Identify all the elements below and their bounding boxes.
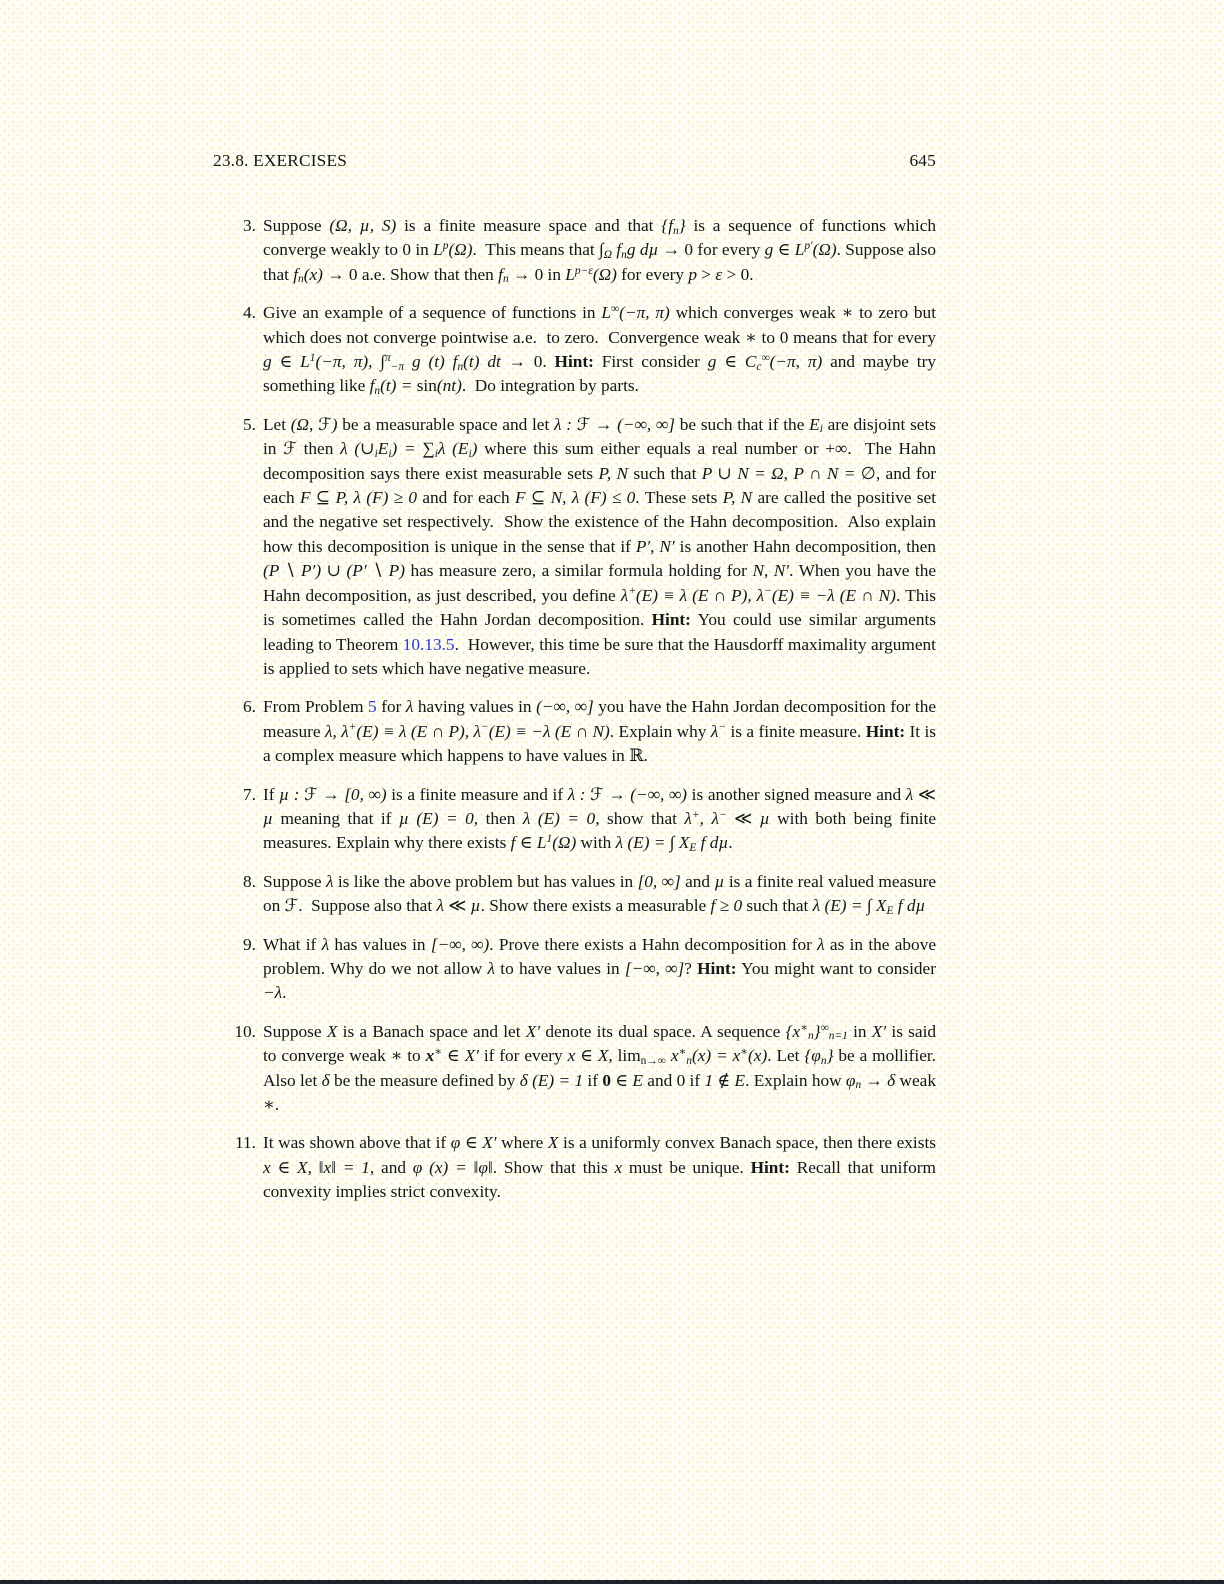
text-segment: f	[293, 264, 299, 284]
exercise-number: 9.	[243, 934, 256, 954]
text-segment: X	[326, 1021, 338, 1041]
exercise-number: 10.	[234, 1021, 256, 1041]
text-segment: )	[471, 439, 478, 459]
text-segment: You could use similar arguments leading to Theorem	[263, 610, 941, 654]
text-segment: P, N	[598, 463, 629, 483]
text-segment: }	[678, 216, 686, 235]
text-segment: . Prove there exists a Hahn decomposition for	[489, 934, 818, 954]
text-segment: Hint:	[865, 721, 906, 741]
text-segment: λ	[405, 697, 414, 717]
text-segment: p−ε	[574, 264, 593, 277]
text-segment: . These sets	[635, 488, 723, 508]
text-segment: f ∈ L	[510, 833, 547, 853]
page-number: 645	[909, 151, 936, 170]
text-segment: φ ∈ X′	[450, 1133, 497, 1153]
text-segment: p′	[804, 240, 813, 253]
text-segment: is said to converge weak ∗ to	[263, 1021, 941, 1066]
text-segment: 0	[602, 1070, 611, 1090]
text-segment: +	[691, 808, 700, 821]
text-segment: be the measure defined by	[329, 1070, 520, 1090]
text-segment: n→∞	[640, 1054, 666, 1067]
text-segment: then	[296, 439, 341, 459]
text-segment: denote its dual space. A sequence	[540, 1021, 786, 1041]
text-segment: n=1	[828, 1030, 848, 1043]
exercise-text	[263, 301, 941, 399]
text-segment: . Suppose also that	[298, 896, 437, 916]
text-segment: N, N′	[752, 561, 790, 581]
text-segment: f dµ	[696, 833, 729, 853]
exercise-item	[213, 301, 941, 399]
text-segment: g ∈ C	[707, 352, 757, 372]
text-segment: , show that	[595, 808, 685, 828]
text-segment: which converges weak ∗ to zero but which does not converge pointwise a.e. to zero. Convergence weak ∗ to 0 means that for every	[263, 303, 941, 347]
text-segment: . Explain how	[745, 1070, 846, 1090]
text-segment: Hint:	[651, 610, 691, 630]
text-segment: ∫	[599, 240, 604, 260]
text-segment: weak ∗.	[263, 1070, 941, 1114]
text-segment: is a uniformly convex Banach space, then there exists	[558, 1133, 941, 1153]
text-segment: (−∞, ∞]	[536, 697, 594, 717]
text-segment: if for every	[478, 1046, 568, 1066]
text-segment: . Do integration by parts.	[461, 376, 639, 396]
text-segment: µ (E) = 0	[398, 808, 474, 828]
exercise-item	[213, 870, 941, 919]
text-segment: ∈ E	[610, 1070, 643, 1090]
text-segment: E	[809, 414, 820, 434]
text-segment: n	[807, 1030, 814, 1043]
text-segment: n	[673, 224, 679, 237]
text-segment: is a sequence of functions which converge weakly to 0 in	[263, 216, 941, 260]
text-segment: φ (x) = ‖φ‖	[412, 1157, 493, 1177]
text-segment: 1	[546, 833, 553, 846]
text-segment: λ (∪	[340, 439, 375, 459]
text-segment: }	[826, 1046, 834, 1066]
text-segment: ℱ	[284, 896, 299, 916]
text-segment: X′	[525, 1021, 541, 1041]
text-segment: (E) ≡ λ (E ∩ P), λ	[635, 585, 765, 605]
text-segment: is a Banach space and let	[337, 1021, 526, 1041]
text-segment: E	[689, 841, 697, 854]
text-segment: ∈ X′	[442, 1046, 479, 1066]
text-segment: λ (E) = 0	[522, 808, 596, 828]
text-segment: Hint:	[697, 958, 737, 978]
text-segment: ∞	[761, 351, 770, 364]
text-segment: such that	[742, 896, 813, 916]
text-segment: Hint:	[750, 1157, 790, 1177]
text-segment: is another signed measure and	[687, 784, 906, 804]
text-segment: (Ω)	[592, 264, 617, 284]
text-segment: x ∈ X, ‖x‖ = 1	[263, 1157, 370, 1177]
text-segment: {f	[661, 216, 674, 235]
text-segment: It is a complex measure which happens to have values in ℝ.	[263, 721, 941, 766]
text-segment: >	[696, 264, 716, 284]
text-segment: n	[686, 1054, 692, 1067]
text-segment: where	[496, 1133, 548, 1153]
text-segment: in	[847, 1021, 872, 1041]
text-segment: P′, N′	[635, 536, 675, 556]
text-segment: , and for each	[263, 463, 941, 508]
text-segment: ∫	[380, 352, 386, 372]
text-segment: ?	[684, 958, 698, 978]
text-segment: (Ω)	[812, 240, 837, 260]
text-segment: i	[434, 447, 438, 460]
text-segment: λ, λ	[325, 721, 349, 741]
text-segment: (t) dt	[463, 352, 501, 372]
text-segment: you have the Hahn Jordan decomposition for the measure	[263, 697, 941, 741]
text-segment: with	[576, 833, 616, 853]
text-segment: i	[819, 423, 823, 436]
text-segment: ∗	[800, 1021, 808, 1034]
text-segment: (nt)	[436, 376, 462, 396]
text-segment: x ∈ X	[567, 1046, 609, 1066]
text-segment: ) = ∑	[391, 439, 435, 459]
text-segment: [−∞, ∞]	[624, 958, 685, 978]
text-segment: X′	[871, 1021, 887, 1041]
text-segment: . This is sometimes called the Hahn Jordan decomposition.	[263, 585, 941, 630]
text-segment: Recall that uniform convexity implies strict convexity.	[263, 1157, 941, 1202]
text-segment: λ ≪ µ	[263, 784, 941, 828]
text-segment: n	[855, 1079, 862, 1092]
text-segment: g (t) f	[404, 352, 458, 372]
text-segment: (E) ≡ −λ (E ∩ N)	[771, 585, 896, 605]
text-segment: P ∩ N = ∅	[793, 463, 876, 483]
text-segment: If	[263, 784, 280, 804]
text-segment: x	[665, 1046, 679, 1066]
text-segment: (E) ≡ λ (E ∩ P), λ	[356, 721, 482, 741]
text-segment: 1	[309, 351, 316, 364]
text-segment: Suppose	[263, 216, 330, 235]
text-segment: [−∞, ∞)	[430, 934, 490, 954]
text-segment: (−π, π)	[769, 352, 823, 372]
text-segment: n	[820, 1054, 827, 1067]
exercise-text	[263, 783, 941, 856]
text-segment: {x	[785, 1021, 801, 1041]
exercise-item	[213, 214, 941, 287]
text-segment: +	[628, 585, 636, 598]
text-segment: ,	[783, 463, 794, 483]
text-segment: F ⊆ N, λ (F) ≤ 0	[514, 488, 636, 508]
text-segment: Let	[263, 414, 291, 434]
text-segment: n	[621, 248, 627, 261]
exercise-item	[213, 413, 941, 681]
text-segment: are called the positive set and the negative set respectively. Show the existence of the Hahn decomposition. Also explain how this decomposition is unique in the sense that if	[263, 488, 941, 556]
text-segment: is a finite real valued measure on	[263, 871, 941, 916]
text-segment: −	[764, 585, 772, 598]
text-segment: (−π, π)	[619, 303, 670, 323]
text-segment: is a finite measure and if	[386, 784, 568, 804]
text-segment: δ	[321, 1070, 330, 1090]
cross-reference-link[interactable]: 5	[368, 697, 377, 717]
text-segment: p	[442, 240, 449, 253]
exercise-item	[213, 1131, 941, 1204]
text-segment: is a finite measure space and that	[396, 216, 662, 235]
text-segment: What if	[263, 934, 322, 954]
text-segment: i	[468, 447, 472, 460]
exercise-number: 7.	[243, 784, 256, 804]
text-segment: Suppose	[263, 871, 326, 891]
scan-edge	[0, 1580, 1224, 1584]
text-segment: (x) = x	[691, 1046, 741, 1066]
text-segment: p	[688, 264, 697, 284]
text-segment: (x)	[748, 1046, 768, 1066]
text-segment: if	[583, 1070, 603, 1090]
exercise-item	[213, 695, 941, 768]
text-segment: is like the above problem but has values in	[333, 871, 638, 891]
text-segment: is a finite measure.	[726, 721, 866, 741]
exercise-number: 4.	[243, 303, 256, 323]
text-segment: {φ	[804, 1046, 821, 1066]
text-segment: δ (E) = 1	[519, 1070, 584, 1090]
text-segment: −	[718, 808, 727, 821]
text-segment: λ	[684, 808, 692, 828]
text-segment: .	[728, 833, 733, 853]
exercise-text	[263, 695, 941, 768]
text-segment: are disjoint sets in	[263, 414, 941, 459]
text-segment: ,	[368, 352, 381, 372]
text-segment: λ (E) = ∫ X	[812, 896, 887, 916]
text-segment: be such that if the	[675, 414, 810, 434]
text-segment: E	[377, 439, 389, 459]
text-segment: µ	[714, 871, 725, 891]
text-segment: λ (E	[437, 439, 469, 459]
text-segment: has measure zero, a similar formula holding for	[404, 561, 753, 581]
text-segment: −	[481, 721, 489, 734]
text-segment: for	[376, 697, 406, 717]
text-segment: > 0.	[722, 264, 754, 284]
exercise-text	[263, 933, 941, 1006]
text-segment: (x)	[303, 264, 323, 284]
text-segment: ∞	[611, 302, 620, 315]
text-segment: L	[433, 240, 443, 260]
text-segment: , lim	[608, 1046, 641, 1066]
text-segment: ε	[715, 264, 723, 284]
text-segment: ≪ µ	[726, 808, 770, 828]
text-segment: for every	[616, 264, 689, 284]
text-segment: n	[374, 384, 381, 397]
text-segment: f	[612, 240, 622, 260]
text-segment: λ	[710, 721, 719, 741]
text-segment: L	[565, 264, 575, 284]
text-segment: From Problem	[263, 697, 369, 717]
text-segment: P ∪ N = Ω	[701, 463, 784, 483]
text-segment: as in the above problem. Why do we not allow	[263, 934, 941, 978]
text-segment: It was shown above that if	[263, 1133, 451, 1153]
text-segment: and maybe try something like	[263, 352, 941, 396]
page-content	[213, 150, 941, 1219]
text-segment: λ	[817, 934, 825, 954]
text-segment: −π	[390, 360, 405, 373]
text-segment: Suppose	[263, 1021, 327, 1041]
text-segment: be a measurable space and let	[337, 414, 555, 434]
exercise-list	[213, 214, 941, 1205]
text-segment: (Ω)	[552, 833, 577, 853]
exercise-item	[213, 1020, 941, 1118]
exercise-number: 5.	[243, 414, 256, 434]
text-segment: E	[886, 904, 894, 917]
text-segment: . However, this time be sure that the Hausdorff maximality argument is applied to sets which have negative measure.	[263, 634, 941, 678]
text-segment: Hint:	[554, 352, 594, 372]
text-segment: λ : ℱ → (−∞, ∞)	[567, 784, 688, 804]
text-segment: −	[718, 721, 727, 734]
text-segment: with both being finite measures. Explain why there exists	[263, 808, 941, 853]
text-segment: c	[756, 360, 762, 373]
text-segment: P, N	[722, 488, 753, 508]
text-segment: g dµ	[626, 240, 659, 260]
text-segment: ∗	[434, 1045, 442, 1058]
text-segment: → 0.	[500, 352, 555, 372]
text-segment: → 0 a.e. Show that then	[322, 264, 499, 284]
text-segment: meaning that if	[272, 808, 399, 828]
text-segment: . Let	[767, 1046, 805, 1066]
text-segment: You might want to consider	[736, 958, 941, 978]
text-segment: f	[369, 376, 375, 396]
text-segment: .	[282, 983, 287, 1003]
page-header	[213, 150, 936, 171]
text-segment: f	[498, 264, 503, 284]
exercise-number: 3.	[243, 216, 256, 235]
text-segment: and 0 if	[642, 1070, 705, 1090]
section-title: 23.8. EXERCISES	[213, 151, 348, 170]
text-segment: (−π, π)	[315, 352, 369, 372]
exercise-text	[263, 870, 941, 919]
text-segment: sin	[416, 376, 437, 396]
text-segment: φ	[845, 1070, 856, 1090]
exercise-text	[263, 214, 941, 287]
exercise-number: 11.	[235, 1133, 256, 1153]
text-segment: π	[385, 351, 391, 364]
text-segment: (Ω, ℱ)	[290, 414, 338, 434]
text-segment: n	[298, 273, 304, 286]
text-segment: ℱ	[283, 439, 297, 459]
text-segment: g ∈ L	[263, 352, 310, 372]
text-segment: → δ	[861, 1070, 896, 1090]
text-segment: x	[425, 1046, 435, 1066]
text-segment: , then	[473, 808, 523, 828]
text-segment: λ ≪ µ	[436, 896, 481, 916]
text-segment: Give an example of a sequence of functions in	[263, 303, 602, 323]
text-segment: i	[374, 447, 378, 460]
text-segment: is another Hahn decomposition, then	[674, 536, 941, 556]
text-segment: x	[614, 1157, 623, 1177]
text-segment: . Show there exists a measurable	[480, 896, 711, 916]
text-segment: and for each	[417, 488, 515, 508]
text-segment: ∗	[740, 1045, 749, 1058]
text-segment: µ : ℱ → [0, ∞)	[279, 784, 387, 804]
text-segment: (t) =	[380, 376, 417, 396]
text-segment: n	[457, 360, 464, 373]
exercise-text	[263, 1020, 941, 1118]
exercise-number: 8.	[243, 871, 256, 891]
text-segment: λ	[487, 958, 496, 978]
text-segment: n	[502, 273, 509, 286]
text-segment: 1 ∉ E	[704, 1070, 746, 1090]
text-segment: [0, ∞]	[637, 871, 681, 891]
text-segment: , λ	[699, 808, 719, 828]
text-segment: (Ω, µ, S)	[329, 216, 397, 235]
text-segment: X	[547, 1133, 559, 1153]
text-segment: +	[348, 721, 357, 734]
text-segment: . Explain why	[609, 721, 711, 741]
text-segment: ∗	[678, 1045, 687, 1058]
text-segment: , and	[369, 1157, 413, 1177]
text-segment: λ	[325, 871, 334, 891]
text-segment: . When you have the Hahn decomposition, as just described, you define	[263, 561, 941, 605]
text-segment: −λ	[263, 983, 283, 1003]
exercise-text	[263, 413, 941, 681]
text-segment: has values in	[329, 934, 431, 954]
text-segment: f dµ	[893, 896, 926, 916]
text-segment: F ⊆ P, λ (F) ≥ 0	[299, 488, 418, 508]
text-segment: i	[388, 447, 392, 460]
text-segment: and	[680, 871, 715, 891]
text-segment: having values in	[413, 697, 537, 717]
exercise-number: 6.	[243, 697, 256, 717]
text-segment: (P ∖ P′) ∪ (P′ ∖ P)	[263, 561, 405, 581]
text-segment: be a mollifier. Also let	[263, 1046, 940, 1090]
text-segment: . Suppose also that	[263, 240, 941, 284]
text-segment: (Ω)	[448, 240, 473, 260]
text-segment: First consider	[593, 352, 708, 372]
text-segment: . Show that this	[492, 1157, 615, 1177]
text-segment: must be unique.	[622, 1157, 751, 1177]
exercise-text	[263, 1131, 941, 1204]
exercise-item	[213, 933, 941, 1006]
text-segment: where this sum either equals a real number or +∞. The Hahn decomposition says there exist measurable sets	[263, 439, 941, 483]
text-segment: λ	[620, 585, 629, 605]
text-segment: g ∈ L	[764, 240, 805, 260]
text-segment: Ω	[603, 248, 613, 261]
text-segment: f ≥ 0	[710, 896, 743, 916]
text-segment: L	[601, 303, 612, 323]
text-segment: λ	[321, 934, 330, 954]
text-segment: . This means that	[472, 240, 600, 260]
text-segment: such that	[628, 463, 702, 483]
text-segment: }	[813, 1021, 821, 1041]
text-segment: → 0 in	[508, 264, 566, 284]
text-segment: to have values in	[495, 958, 625, 978]
exercise-item	[213, 783, 941, 856]
text-segment: λ : ℱ → (−∞, ∞]	[554, 414, 676, 434]
text-segment: ∞	[820, 1021, 829, 1034]
text-segment: λ (E) = ∫ X	[615, 833, 690, 853]
text-segment: → 0 for every	[658, 240, 765, 260]
cross-reference-link[interactable]: 10.13.5	[402, 634, 455, 654]
text-segment: (E) ≡ −λ (E ∩ N)	[488, 721, 610, 741]
